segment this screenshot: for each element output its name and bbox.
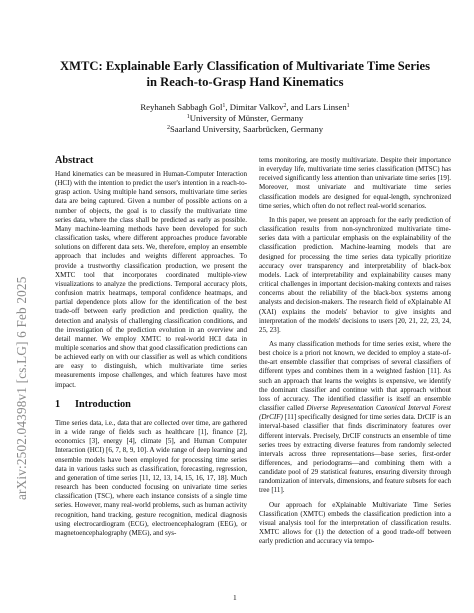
author-block bbox=[50, 102, 440, 136]
affiliation-1 bbox=[50, 113, 440, 124]
right-paragraph-4: Our approach for eXplainable Multivariate Time Series Classification (XMTC) embeds the classification prediction into a visual analysis tool for the interpretation of classification results. XMTC allows for (1) the detection of a good trade-off between early prediction and accuracy via tempo- bbox=[259, 500, 451, 546]
author-1: Reyhaneh Sabbagh Gol bbox=[140, 102, 223, 112]
author-3-affiliation-mark: 1 bbox=[346, 103, 350, 109]
section-title: Introduction bbox=[75, 399, 131, 410]
affiliation-2-text: Saarland University, Saarbrücken, Germany bbox=[169, 124, 324, 135]
author-2: , Dimitar Valkov bbox=[225, 102, 284, 112]
affiliation-2-mark: 2 bbox=[166, 125, 170, 132]
introduction-body bbox=[55, 419, 247, 538]
paper-title bbox=[50, 58, 440, 90]
p3-text-b: [11] specifically designed for time series data. DrCIF is an interval-based classifier that finds discriminatory features over different intervals. Precisely, DrCIF constructs an ensemble of time series trees by extracting diverse features from randomly selected intervals across three representations—base series, first-order differences, and periodograms—and combining them with a candidate pool of 29 statistical features, ensuring diversity through randomization of intervals, dimensions, and feature subsets for each tree [11]. bbox=[259, 413, 451, 495]
introduction-heading bbox=[55, 399, 131, 410]
affiliation-2 bbox=[50, 124, 440, 135]
p3-text-a: As many classification methods for time series exist, where the best choice is a priori not known, we decided to employ a state-of-the-art ensemble classifier that comprises of several classifiers of different types and combines them in a weighted fashion [11]. As such an approach that learns the weights is expensive, we identify the dominant classifier and continue with that approach without loss of accuracy. The identified classifier is itself an ensemble classifier called bbox=[259, 339, 451, 413]
right-paragraph-2: In this paper, we present an approach for the early prediction of classification results from non-synchronized multivariate time-series data with a particular emphasis on the explainability of the classification prediction. Machine-learning models that are designed for processing the time series data typically prioritize accuracy over transparency and interpretability of black-box models. Lack of interpretability and explainability causes many critical challenges in important decision-making contexts and raises concerns about the reliability of the black-box systems among analysts and decision-makers. The research field of eXplainable AI (XAI) explains the models' behavior to give insights and interpretation of the models' decisions to users [20, 21, 22, 23, 24, 25, 23]. bbox=[259, 215, 451, 334]
abstract-heading: Abstract bbox=[55, 155, 94, 166]
right-paragraph-3 bbox=[259, 340, 451, 496]
section-number: 1 bbox=[55, 399, 61, 410]
page-number: 1 bbox=[233, 593, 237, 602]
right-paragraph-1: tems monitoring, are mostly multivariate. Despite their importance in everyday life, multivariate time series classification (MTSC) has received significantly less attention than univariate time series [19]. Moreover, most univariate and multivariate time series classification models are designed for equal-length, synchronized time series, which often do not reflect real-world scenarios. bbox=[259, 156, 451, 210]
author-3: , and Lars Linsen bbox=[286, 102, 347, 112]
author-1-affiliation-mark: 1 bbox=[222, 103, 226, 109]
title-line-2: in Reach-to-Grasp Hand Kinematics bbox=[146, 75, 344, 89]
affiliation-1-mark: 1 bbox=[186, 114, 190, 121]
author-list bbox=[50, 102, 440, 113]
right-column bbox=[259, 156, 451, 546]
abstract-body bbox=[55, 170, 247, 390]
title-line-1: XMTC: Explainable Early Classification of Multivariate Time Series bbox=[60, 59, 430, 73]
affiliation-1-text: University of Münster, Germany bbox=[189, 113, 304, 124]
abstract-text: Hand kinematics can be measured in Human-Computer Interaction (HCI) with the intention to predict the user's intention in a reach-to-grasp action. Using multiple hand sensors, multivariate time series data are being captured. Given a number of possible actions on a number of objects, the goal is to classify the multivariate time series data, where the class shall be predicted as early as possible. Many machine-learning methods have been developed for such classification tasks, where different approaches produce favorable solutions on different data sets. We, therefore, employ an ensemble approach that includes and weights different approaches. To provide a trustworthy classification production, we present the XMTC tool that incorporates coordinated multiple-view visualizations to analyze the predictions. Temporal accuracy plots, confusion matrix heatmaps, temporal confidence heatmaps, and partial dependence plots allow for the identification of the best trade-off between early prediction and prediction quality, the detection and analysis of challenging classification conditions, and the investigation of the prediction evolution in an overview and detail manner. We employ XMTC to real-world HCI data in multiple scenarios and show that good classification predictions can be achieved early on with our classifier as well as which conditions are easy to distinguish, which multivariate time series measurements impose challenges, and which features have most impact. bbox=[55, 170, 247, 389]
introduction-paragraph-1: Time series data, i.e., data that are collected over time, are gathered in a wide range of fields such as healthcare [1], finance [2], economics [3], energy [4], climate [5], and Human Computer Interaction (HCI) [6, 7, 8, 9, 10]. A wide range of deep learning and ensemble models have been employed for processing time series data in various tasks such as classification, forecasting, regression, and generation of time series [11, 12, 13, 14, 15, 16, 17, 18]. Much research has been conducted focusing on univariate time series classification (TSC), where each instance consists of a single time series. However, many real-world problems, such as human activity recognition, hand tracking, gesture recognition, medical diagnosis using electrocardiogram (ECG), electroencephalogram (EEG), or magnetoencephalography (MEG), and sys- bbox=[55, 419, 247, 537]
p3-emphasis: Diverse Representation Canonical Interval Forest (DrCIF) bbox=[259, 404, 452, 422]
arxiv-stamp: arXiv:2502.04398v1 [cs.LG] 6 Feb 2025 bbox=[14, 276, 29, 500]
author-2-affiliation-mark: 2 bbox=[283, 103, 287, 109]
